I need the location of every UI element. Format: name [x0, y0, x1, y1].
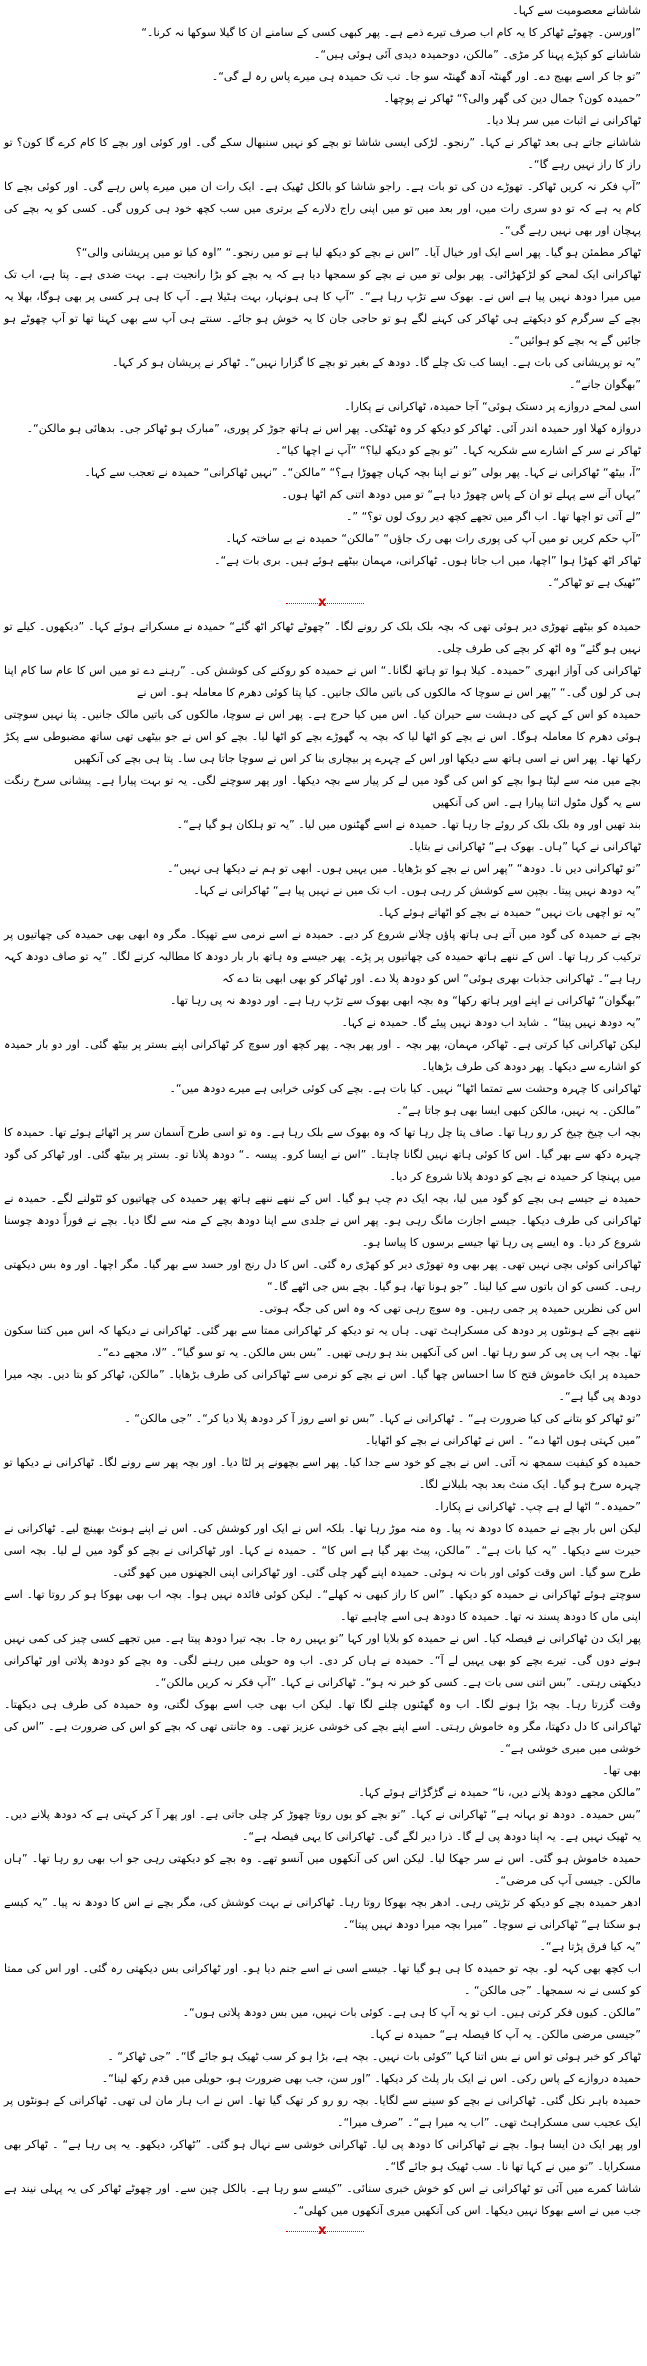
paragraph: ”تو ٹھاکرانی دیں نا۔ دودھ“ ”پھر اس نے بچے کو بڑھایا۔ میں یہیں ہوں۔ ابھی تو ہم نے دیکھا ہی نہیں“۔: [167, 862, 641, 875]
paragraph: ٹھاکرانی کی آواز ابھری ”حمیدہ۔ کیلا ہوا تو ہاتھ لگانا۔“ اس نے حمیدہ کو روکنے کی کوشش کی۔ ”رہنے دے تو میں اس کا عام سا کام اپنا ہی کر لوں گی۔“ ”پھر اس نے سوچا کہ مالکوں کی باتیں مالک جانیں۔ کیا پتا کوئی دھرم کا معاملہ ہو۔ اس نے: [4, 664, 641, 699]
paragraph: ”جیسی مرضی مالکن۔ یہ آپ کا فیصلہ ہے“ حمیدہ نے کہا۔: [369, 2028, 641, 2041]
section-separator: [0, 594, 647, 616]
paragraph: ”یہ تو پریشانی کی بات ہے۔ ایسا کب تک چلے گا۔ دودھ کے بغیر تو بچے کا گزارا نہیں“۔ ٹھاکر نے پریشان ہو کر کہا۔: [112, 356, 641, 369]
paragraph: حمیدہ پر ایک خاموش فتح کا سا احساس چھا گیا۔ اس نے بچے کو نرمی سے ٹھاکرانی کی طرف بڑھایا۔ ”مالکن، ٹھاکر کو بتا دیں۔ بچہ میرا دودھ پی گیا ہے“۔: [4, 1368, 641, 1403]
paragraph: ”بھگوان جانے“۔: [568, 378, 641, 391]
paragraph: ننھے بچے کے ہونٹوں پر دودھ کی مسکراہٹ تھی۔ ہاں یہ تو دیکھ کر ٹھاکرانی ممتا سے بھر گئی۔ ٹھاکرانی نے دیکھا کہ اس میں کتنا سکون تھا۔ بچہ اب پی پی کر سو رہا تھا۔ اس کی آنکھیں بند ہو رہی تھیں۔ ”بس بس مالکن۔ یہ تو سو گیا“۔ ”لا، مجھے دے“۔: [4, 1324, 641, 1359]
paragraph: ٹھاکرانی نے کہا ”ہاں۔ بھوک ہے“ ٹھاکرانی نے بتایا۔: [407, 840, 641, 853]
paragraph: ”آ، بیٹھ“ ٹھاکرانی نے کہا۔ پھر بولی ”تو نے اپنا بچہ کہاں چھوڑا ہے؟“ ”مالکن“۔ ”نہیں ٹھاکرانی“ حمیدہ نے تعجب سے کہا۔: [84, 466, 641, 479]
paragraph: ”اورسن۔ چھوٹے ٹھاکر کا یہ کام اب صرف تیرے ذمے ہے۔ پھر کبھی کسی کے سامنے ان کا گیلا سوکھا نہ کرنا۔“: [141, 26, 641, 39]
paragraph: ٹھاکرانی ایک لمحے کو لڑکھڑائی۔ پھر بولی تو میں نے بچے کو سمجھا دیا ہے کہ یہ بچے کو بڑا رانجیت ہے۔ بہت ضدی ہے۔ پتا ہے، اب تک میں میرا دودھ نہیں پیا ہے اس نے۔ بھوک سے تڑپ رہا ہے“۔ ”آپ کا ہی ہونہار، بہت ہٹیلا ہے۔ آپ کا ہی ہر کسی پر بھی ہوگا، بھلا یہ بچے کے سرگرم کو دیکھتے ہی ٹھاکر کی کہنے لگے ہو تو حاجی جان کا یہ خوش ہو جائے۔ سنتے ہی آپ سے بھی کہنا تھا تو آپ چھوٹے ہو جائیں گے یہ بچے کو ہوائیں“۔: [4, 268, 641, 347]
paragraph: ”لے آتی تو اچھا تھا۔ اب اگر میں تجھے کچھ دیر روک لوں تو؟“ ”۔: [345, 510, 641, 523]
paragraph: اسی لمحے دروازے پر دستک ہوئی“ آجا حمیدہ، ٹھاکرانی نے پکارا۔: [344, 400, 641, 413]
paragraph: ”یہ تو اچھی بات نہیں“ حمیدہ نے بچے کو اٹھاتے ہوئے کہا۔: [377, 906, 641, 919]
story-section-2: [0, 616, 647, 2222]
paragraph: پھر ایک دن ٹھاکرانی نے فیصلہ کیا۔ اس نے حمیدہ کو بلایا اور کہا ”تو یہیں رہ جا۔ بچہ تیرا دودھ پیتا ہے۔ میں تجھے کسی چیز کی کمی نہیں ہونے دوں گی۔ تیرے بچے کو بھی یہیں لے آ“۔ حمیدہ نے ہاں کر دی۔ اب وہ حویلی میں رہنے لگی۔ وہ بچے کو دودھ پلاتی اور ٹھاکرانی دیکھتی رہتی۔ ”بس اتنی سی بات ہے۔ کسی کو خبر نہ ہو“۔ ٹھاکرانی نے کہا۔ ”آپ فکر نہ کریں مالکن“۔: [4, 1632, 641, 1689]
paragraph: حمیدہ دروازے کے پاس رکی۔ اس نے ایک بار پلٹ کر دیکھا۔ ”اور سن، جب بھی ضرورت ہو، حویلی میں قدم رکھ لینا“۔: [101, 2072, 641, 2085]
paragraph: شاشانے جاتے ہی بعد ٹھاکر نے کہا۔ ”رنجو۔ لڑکی ایسی شاشا تو بچے کو نہیں سنبھال سکے گی۔ اور کوئی اور بچے کا کام کرے گا کون؟ تو راز کا راز نہیں رہے گا“۔: [4, 136, 641, 171]
paragraph: ٹھاکر نے سر کے اشارے سے شکریہ کہا۔ ”تو بچے کو دیکھ لیا؟“ ”آپ نے اچھا کیا“۔: [274, 444, 641, 457]
paragraph: ”حمیدہ کون؟ جمال دین کی گھر والی؟“ ٹھاکر نے پوچھا۔: [383, 92, 641, 105]
paragraph: حمیدہ کو بیٹھے تھوڑی دیر ہوئی تھی کہ بچہ بلک بلک کر رونے لگا۔ ”چھوٹے ٹھاکر اٹھ گئے“ حمیدہ نے مسکراتے ہوئے کہا۔ ”دیکھوں۔ کیلے تو نہیں ہو گئے“ وہ اٹھ کر بچے کی طرف چلی۔: [4, 620, 641, 655]
paragraph: بچے نے حمیدہ کی گود میں آتے ہی ہاتھ پاؤں چلانے شروع کر دیے۔ حمیدہ نے اسے نرمی سے تھپکا۔ مگر وہ ابھی بھی حمیدہ کی چھاتیوں پر ترکیب کر رہا تھا۔ اس کے ننھے ہاتھ حمیدہ کی چھاتیوں پر پڑے۔ پھر جیسے وہ ہاتھ بار بار دودھ کا مطالبہ کرنے لگا۔ ”یہ تو صاف دودھ کہہ رہا ہے“۔ ٹھاکرانی جذبات بھری ہوئی“ اس کو دودھ پلا دے۔ اور ٹھاکر کو بھی ابھی بتا دے کہ: [4, 928, 641, 985]
paragraph: ادھر حمیدہ بچے کو دیکھ کر تڑپتی رہی۔ ادھر بچہ بھوکا روتا رہا۔ ٹھاکرانی نے بہت کوشش کی، مگر بچے نے اس کا دودھ نہ پیا۔ ”یہ کیسے ہو سکتا ہے“ ٹھاکرانی نے سوچا۔ ”میرا بچہ میرا دودھ نہیں پیتا“۔: [4, 1896, 641, 1931]
section-separator-bottom: [0, 2222, 647, 2244]
paragraph: حمیدہ باہر نکل گئی۔ ٹھاکرانی نے بچے کو سینے سے لگایا۔ بچہ رو رو کر تھک گیا تھا۔ اس نے اب ہار مان لی تھی۔ ٹھاکرانی کے ہونٹوں پر ایک عجیب سی مسکراہٹ تھی۔ ”اب یہ میرا ہے“۔ ”صرف میرا“۔: [4, 2094, 641, 2129]
paragraph: ”بس حمیدہ۔ دودھ تو بہانہ ہے“ ٹھاکرانی نے کہا۔ ”تو بچے کو یوں روتا چھوڑ کر چلی جاتی ہے۔ اور پھر آ کر کہتی ہے کہ دودھ پلانے دیں۔ یہ ٹھیک نہیں ہے۔ یہ اپنا دودھ پی لے گا۔ ذرا دیر لگے گی۔ ٹھاکرانی کا یہی فیصلہ ہے“۔: [4, 1808, 641, 1843]
paragraph: شاشانے کو کپڑے پہنا کر مڑی۔ ”مالکن، دوحمیدہ دیدی آئی ہوئی ہیں“۔: [313, 48, 641, 61]
paragraph: ٹھاکرانی کوئی بچی نہیں تھی۔ پھر بھی وہ تھوڑی دیر کو کھڑی رہ گئی۔ اس کا دل رنج اور حسد سے بھر گیا۔ مگر اچھا۔ اور وہ بس دیکھتی رہی۔ کسی کو ان باتوں سے کیا لینا۔ ”جو ہونا تھا، ہو گیا۔ بچے بس جی اٹھے گا۔“: [4, 1258, 641, 1293]
paragraph: ”ٹھیک ہے تو ٹھاکر“۔: [546, 576, 641, 589]
paragraph: ”یہ کیا فرق پڑتا ہے“۔: [539, 1940, 641, 1953]
paragraph: لیکن ٹھاکرانی کیا کرتی ہے۔ ٹھاکر، مہمان، پھر بچہ ۔ اور پھر بچہ۔ پھر کچھ اور سوچ کر ٹھاکرانی اپنے بستر پر بیٹھ گئی۔ اور دو بار حمیدہ کو اشارے سے دیکھا۔ پھر دودھ کی طرف بڑھایا۔: [4, 1038, 641, 1073]
paragraph: ٹھاکر مطمئن ہو گیا۔ پھر اسے ایک اور خیال آیا۔ ”اس نے بچے کو دیکھ لیا ہے تو میں رنجو۔“ ”اوہ کیا تو میں پریشانی والی“؟: [75, 246, 641, 259]
paragraph: ٹھاکرانی نے اثبات میں سر ہلا دیا۔: [485, 114, 641, 127]
paragraph: اور پھر ایک دن ایسا ہوا۔ بچے نے ٹھاکرانی کا دودھ پی لیا۔ ٹھاکرانی خوشی سے نہال ہو گئی۔ ”ٹھاکر، دیکھو۔ یہ پی رہا ہے“ ۔ ٹھاکر بھی مسکرایا۔ ”تو میں نے کہا تھا نا۔ سب ٹھیک ہو جائے گا“۔: [4, 2138, 641, 2173]
paragraph: حمیدہ کو کیفیت سمجھ نہ آئی۔ اس نے بچے کو خود سے جدا کیا۔ پھر اسے بچھونے پر لٹا دیا۔ اور بچہ پھر سے رونے لگا۔ ٹھاکرانی نے دیکھا تو چہرہ سرخ ہو گیا۔ ایک منٹ بعد بچہ بلبلانے لگا۔: [4, 1456, 641, 1491]
paragraph: ”بھگوان“ ٹھاکرانی نے اپنے اوپر ہاتھ رکھا“ وہ بچہ ابھی بھوک سے تڑپ رہا ہے۔ اور دودھ نہ پی رہا تھا۔: [169, 994, 641, 1007]
paragraph: سوچتے ہوئے ٹھاکرانی نے حمیدہ کو دیکھا۔ ”اس کا راز کبھی نہ کھلے“۔ لیکن کوئی فائدہ نہیں ہوا۔ بچہ اب بھی بھوکا ہو کر روتا تھا۔ اسے اپنی ماں کا دودھ پسند نہ تھا۔ حمیدہ کا دودھ ہی اسے چاہیے تھا۔: [4, 1588, 641, 1623]
paragraph: ”تو ٹھاکر کو بتانے کی کیا ضرورت ہے“ ۔ ٹھاکرانی نے کہا۔ ”بس تو اسے روز آ کر دودھ پلا دیا کر“۔ ”جی مالکن“ ۔: [124, 1412, 641, 1425]
paragraph: اس کی نظریں حمیدہ پر جمی رہیں۔ وہ سوچ رہی تھی کہ وہ اس کی جگہ ہوتی۔: [258, 1302, 641, 1315]
paragraph: ”میں کہتی ہوں اٹھا دے“ ۔ اس نے ٹھاکرانی نے بچے کو اٹھایا۔: [364, 1434, 641, 1447]
paragraph: ”آپ حکم کریں تو میں آپ کی پوری رات بھی رک جاؤں“ ”مالکن“ حمیدہ نے بے ساختہ کہا۔: [225, 532, 641, 545]
paragraph: حمیدہ نے جیسے ہی بچے کو گود میں لیا، بچہ ایک دم چپ ہو گیا۔ اس کے ننھے ننھے ہاتھ پھر حمیدہ کی چھاتیوں کو ٹٹولنے لگے۔ حمیدہ نے ٹھاکرانی کی طرف دیکھا۔ جیسے اجازت مانگ رہی ہو۔ پھر اس نے جلدی سے اپنا دودھ بچے کے منہ سے لگا دیا۔ بچے نے فوراً دودھ چوسنا شروع کر دیا۔ وہ ایسے پی رہا تھا جیسے برسوں کا پیاسا ہو۔: [4, 1192, 642, 1249]
paragraph: ”مالکن مجھے دودھ پلانے دیں، نا“ حمیدہ نے گڑگڑاتے ہوئے کہا۔: [358, 1786, 641, 1799]
paragraph: شاشانے معصومیت سے کہا۔: [512, 4, 641, 17]
paragraph: حمیدہ کو اس کے کہے کی دہشت سے حیران کیا۔ اس میں کیا حرج ہے۔ پھر اس نے سوچا، مالکوں کی باتیں مالک جانیں۔ پتا نہیں سوچتی ہوئی دھرم کا معاملہ ہوگا۔ اس نے بچے کو اٹھا لیا کہ بچہ یہ گھوڑے بچے کو اٹھا لیا۔ بچے کو اس نے جو بیٹھی تھی ساتھ مضبوطی سے پکڑ رکھا تھا۔ پھر اس نے اسی ہاتھ سے دیکھا اور اس کے چہرے پر بیچاری بنا کر اس نے سوچا جاتا ہی سا۔ پتا ہی بچے کی آنکھیں: [4, 708, 641, 765]
paragraph: ٹھاکرانی کا چہرہ وحشت سے تمتما اٹھا“ نہیں۔ کیا بات ہے۔ بچے کی کوئی خرابی ہے میرے دودھ میں“۔: [169, 1082, 641, 1095]
paragraph: شاشا کمرے میں آئی تو ٹھاکرانی نے اس کو خوش خبری سنائی۔ ”کیسے سو رہا ہے۔ بالکل چین سے۔ اور چھوٹے ٹھاکر کی یہ پہلی نیند ہے جب میں نے اسے بھوکا نہیں دیکھا۔ اس کی آنکھیں میری آنکھوں میں کھلی“۔: [4, 2182, 641, 2217]
paragraph: لیکن اس بار بچے نے حمیدہ کا دودھ نہ پیا۔ وہ منہ موڑ رہا تھا۔ بلکہ اس نے ایک اور کوشش کی۔ اس نے اپنے ہونٹ بھینچ لیے۔ ٹھاکرانی نے حیرت سے دیکھا۔ ”یہ کیا بات ہے“۔ ”مالکن، پیٹ بھر گیا ہے اس کا“ ۔ حمیدہ نے کہا۔ اور ٹھاکرانی نے بچے کو گود میں لے لیا۔ بچہ اسی طرح سو گیا۔ اس وقت کوئی اور بات نہ ہوئی۔ حمیدہ اپنے گھر چلی گئی۔ اور ٹھاکرانی اپنی الجھنوں میں کھو گئی۔: [4, 1522, 641, 1579]
paragraph: بچے میں منہ سے لپٹا ہوا بچے کو اس کی گود میں لے کر پیار سے بچہ دیکھا۔ اور پھر سوچنے لگی۔ یہ تو بہت پیارا ہے۔ پیشانی سرخ رنگت سے یہ گول مٹول اتنا پیارا ہے۔ اس کی آنکھیں: [4, 774, 641, 809]
paragraph: ”تو جا کر اسے بھیج دے۔ اور گھنٹہ آدھ گھنٹہ سو جا۔ تب تک حمیدہ ہی میرے پاس رہ لے گی“۔: [211, 70, 641, 83]
paragraph: اب کچھ بھی کہہ لو۔ بچہ تو حمیدہ کا ہی ہو گیا تھا۔ جیسے اسی نے اسے جنم دیا ہو۔ اور ٹھاکرانی بس دیکھتی رہ گئی۔ اور اس کی ممتا کو کسی نے نہ سمجھا۔ ”جی مالکن“ ۔: [4, 1962, 641, 1997]
paragraph: بچہ اب چیخ چیخ کر رو رہا تھا۔ صاف پتا چل رہا تھا کہ وہ بھوک سے بلک رہا ہے۔ وہ تو اسی طرح آسمان سر پر اٹھائے ہوئے تھا۔ حمیدہ کا چہرہ دکھ سے بھر گیا۔ اس کا کوئی ہاتھ نہیں لگانا چاہتا۔ ”اس نے ایسا کرو۔ پیسہ ۔“ دودھ پلانا تو۔ بستر پر بیٹھ گئی۔ اور ٹھاکر کی گود میں پہنچا کر حمیدہ نے بچے کو دودھ پلانا شروع کر دیا۔: [4, 1126, 641, 1183]
paragraph: ”یہ دودھ نہیں پیتا۔ بچپن سے کوشش کر رہی ہوں۔ اب تک میں نے نہیں پیا ہے“ ٹھاکرانی نے کہا۔: [193, 884, 641, 897]
paragraph: ”یہاں آنے سے پہلے تو ان کے پاس چھوڑ دیا ہے“ تو میں دودھ اتنی کم اٹھا ہوں۔: [281, 488, 641, 501]
paragraph: وقت گزرتا رہا۔ بچہ بڑا ہونے لگا۔ اب وہ گھٹنوں چلنے لگا تھا۔ لیکن اب بھی جب اسے بھوک لگتی، وہ حمیدہ کی طرف ہی دیکھتا۔ ٹھاکرانی کا دل دکھتا، مگر وہ خاموش رہتی۔ اسے اپنے بچے کی خوشی عزیز تھی۔ وہ جانتی تھی کہ بچے کو اس کی ضرورت ہے۔ ”اس کی خوشی میں میری خوشی ہے“۔: [4, 1698, 641, 1755]
paragraph: بند تھیں اور وہ بلک بلک کر روئے جا رہا تھا۔ حمیدہ نے اسے گھٹنوں میں لیا۔ ”یہ تو ہلکان ہو گیا ہے“۔: [176, 818, 641, 831]
paragraph: ”آپ فکر نہ کریں ٹھاکر۔ تھوڑے دن کی تو بات ہے۔ راجو شاشا کو بالکل ٹھیک ہے۔ ایک رات ان میں میرے پاس رہے گی۔ اور کوئی بچے کا کام یہ ہے کہ تو دو سری رات میں، اور بعد میں تو میں اپنی راج دلارے کے برتری میں سب کچھ خود ہی کروں گی۔ کسی کو یہ بچے کی پہچان اور بھی نہیں رہے گی“۔: [4, 180, 641, 237]
separator-x-mark: x: [318, 2223, 327, 2238]
paragraph: ”یہ دودھ نہیں پیتا“ ۔ شاید اب دودھ نہیں پیئے گا۔ حمیدہ نے کہا۔: [341, 1016, 641, 1029]
paragraph: ٹھاکر اٹھ کھڑا ہوا ”اچھا، میں اب جاتا ہوں۔ ٹھاکرانی، مہمان بیٹھے ہوئے ہیں۔ بری بات ہے“۔: [214, 554, 641, 567]
paragraph: بھی تھا۔: [602, 1764, 641, 1777]
paragraph: ٹھاکر کو خبر ہوئی تو اس نے بس اتنا کہا ”کوئی بات نہیں۔ بچہ ہے، بڑا ہو کر سب ٹھیک ہو جائے گا“۔ ”جی ٹھاکر“ ۔: [107, 2050, 641, 2063]
paragraph: ”مالکن۔ یہ نہیں، مالکن کبھی ایسا بھی ہو جاتا ہے“۔: [395, 1104, 641, 1117]
paragraph: ”مالکن۔ کیوں فکر کرتی ہیں۔ اب تو یہ آپ کا ہی ہے۔ کوئی بات نہیں، میں بس دودھ پلاتی ہوں“۔: [182, 2006, 641, 2019]
paragraph: دروازہ کھلا اور حمیدہ اندر آئی۔ ٹھاکر کو دیکھ کر وہ ٹھٹکی۔ پھر اس نے ہاتھ جوڑ کر پوری، ”مبارک ہو ٹھاکر جی۔ بدھائی ہو مالکن“۔: [26, 422, 641, 435]
story-section-1: [0, 0, 647, 594]
separator-x-mark: x: [318, 595, 327, 610]
paragraph: حمیدہ خاموش ہو گئی۔ اس نے سر جھکا لیا۔ لیکن اس کی آنکھوں میں آنسو تھے۔ وہ بچے کو دیکھتی رہی جو اب بھی رو رہا تھا۔ ”ہاں مالکن۔ جیسی آپ کی مرضی“۔: [4, 1852, 641, 1887]
paragraph: ”حمیدہ۔“ اٹھا لے ہے چپ۔ ٹھاکرانی نے پکارا۔: [433, 1500, 641, 1513]
